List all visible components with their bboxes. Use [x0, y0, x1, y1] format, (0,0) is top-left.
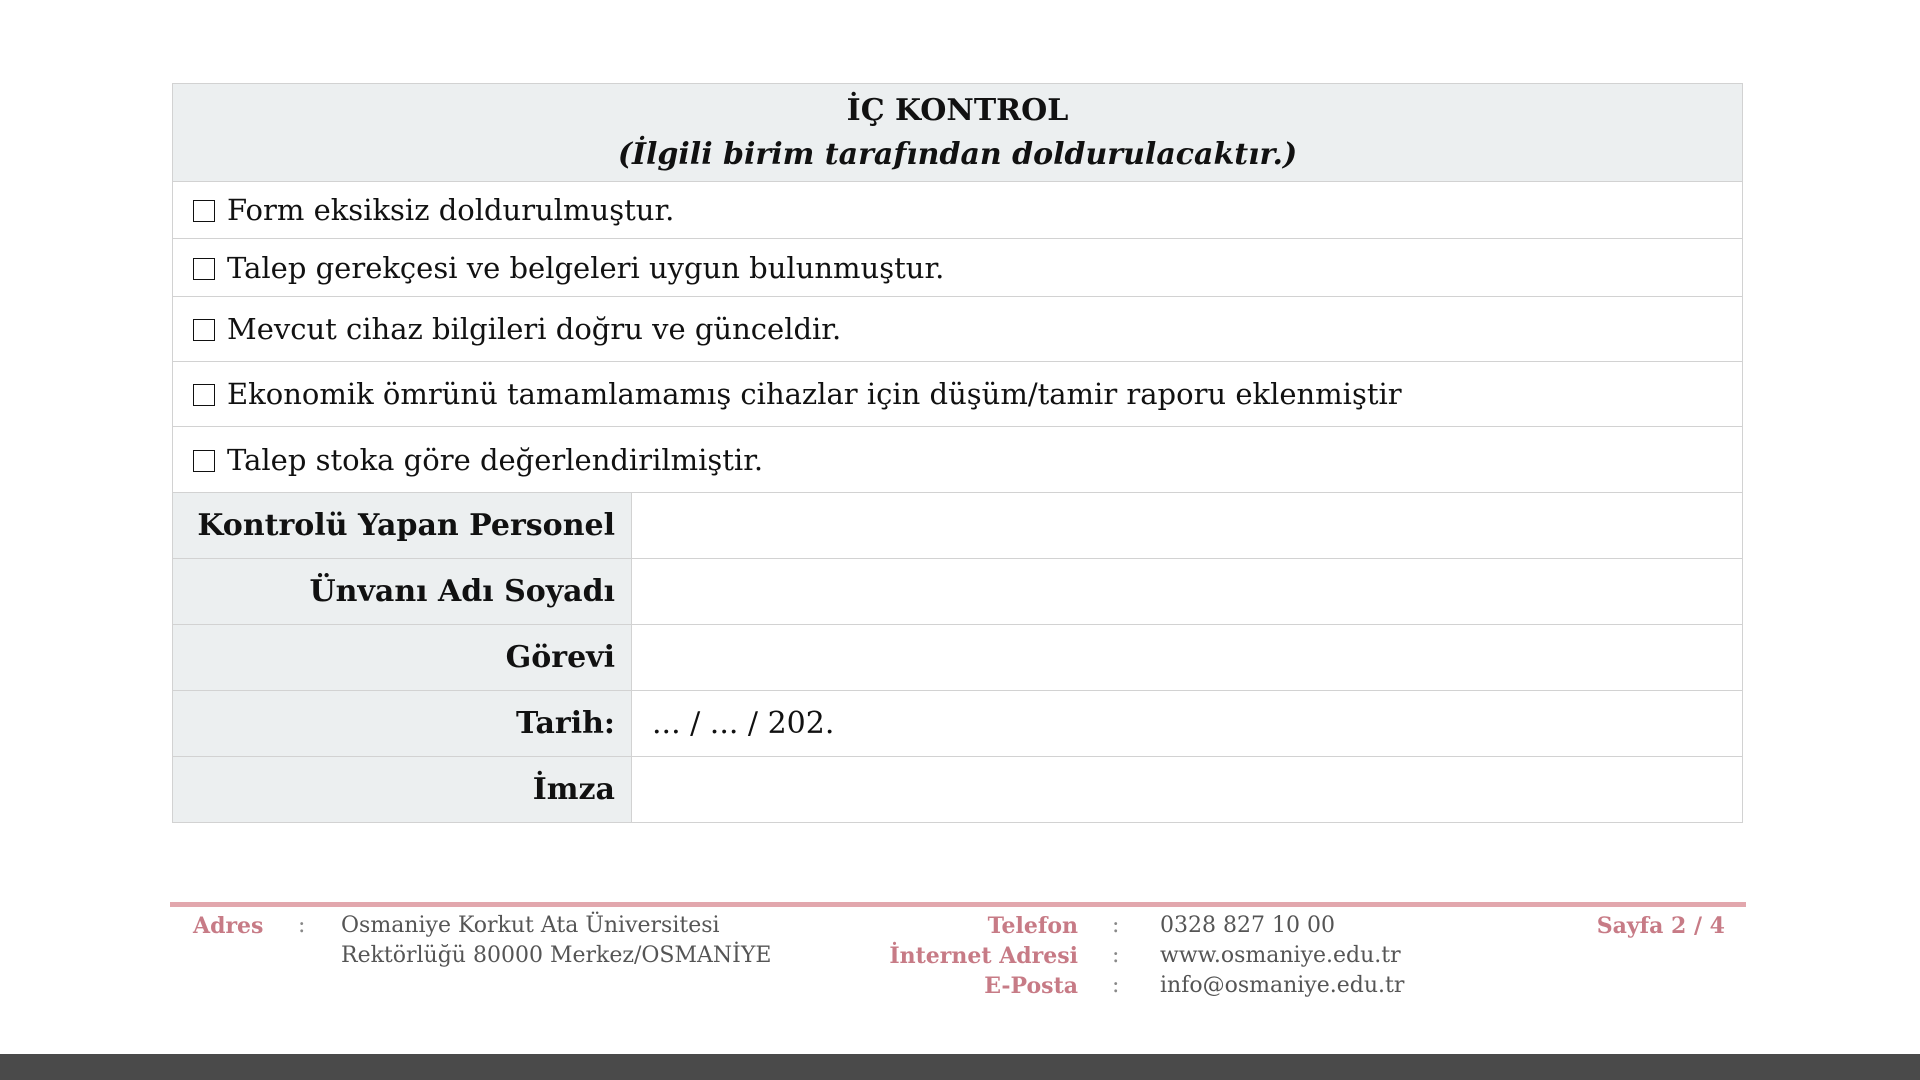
checkbox-icon[interactable]	[193, 450, 215, 472]
form-subtitle: (İlgili birim tarafından doldurulacaktır.)	[617, 136, 1298, 172]
footer-email-label: E-Posta	[984, 973, 1078, 999]
ic-kontrol-table	[172, 83, 1743, 823]
footer-separator: :	[1112, 913, 1120, 938]
field-value-personel[interactable]	[632, 493, 1743, 559]
checkbox-icon[interactable]	[193, 384, 215, 406]
footer-address-separator: :	[298, 913, 306, 938]
field-label-imza: İmza	[173, 757, 632, 823]
field-value-gorevi[interactable]	[632, 625, 1743, 691]
checklist-item	[173, 297, 1743, 362]
page-number: Sayfa 2 / 4	[1596, 913, 1725, 939]
footer-web-label: İnternet Adresi	[889, 943, 1078, 969]
field-label-gorevi: Görevi	[173, 625, 632, 691]
footer-contact-values	[1160, 911, 1404, 1001]
field-label-personel: Kontrolü Yapan Personel	[173, 493, 632, 559]
field-label-tarih: Tarih:	[173, 691, 632, 757]
checklist-item-label: Mevcut cihaz bilgileri doğru ve günceldir.	[227, 312, 842, 346]
footer-email-value[interactable]: info@osmaniye.edu.tr	[1160, 973, 1405, 998]
table-header	[173, 84, 1743, 182]
footer-address	[341, 911, 771, 971]
footer-phone-label: Telefon	[987, 913, 1078, 939]
checklist-item	[173, 182, 1743, 239]
field-label-unvan: Ünvanı Adı Soyadı	[173, 559, 632, 625]
checklist-item-label: Talep stoka göre değerlendirilmiştir.	[227, 442, 764, 477]
checklist-item	[173, 239, 1743, 297]
footer-contact-separators	[1112, 911, 1119, 1001]
footer-address-line: Osmaniye Korkut Ata Üniversitesi	[341, 913, 720, 938]
checklist-item	[173, 427, 1743, 493]
checkbox-icon[interactable]	[193, 258, 215, 280]
footer-separator: :	[1112, 943, 1120, 968]
field-value-unvan[interactable]	[632, 559, 1743, 625]
footer-phone-value: 0328 827 10 00	[1160, 913, 1335, 938]
checklist-item-label: Form eksiksiz doldurulmuştur.	[227, 193, 675, 227]
checklist-item-label: Ekonomik ömrünü tamamlamamış cihazlar için düşüm/tamir raporu eklenmiştir	[227, 377, 1402, 411]
footer-separator: :	[1112, 973, 1120, 998]
footer-contact-labels	[840, 911, 1078, 1001]
field-value-tarih[interactable]: ... / ... / 202.	[632, 691, 1743, 757]
checkbox-icon[interactable]	[193, 319, 215, 341]
footer-address-label: Adres	[193, 913, 264, 939]
field-value-imza[interactable]	[632, 757, 1743, 823]
footer-address-line: Rektörlüğü 80000 Merkez/OSMANİYE	[341, 943, 772, 968]
checklist-item	[173, 362, 1743, 427]
footer-web-value[interactable]: www.osmaniye.edu.tr	[1160, 943, 1401, 968]
footer-divider	[170, 902, 1746, 907]
checkbox-icon[interactable]	[193, 200, 215, 222]
viewer-bottom-bar	[0, 1054, 1920, 1080]
checklist-item-label: Talep gerekçesi ve belgeleri uygun bulunmuştur.	[227, 250, 945, 285]
form-title: İÇ KONTROL	[846, 92, 1069, 128]
